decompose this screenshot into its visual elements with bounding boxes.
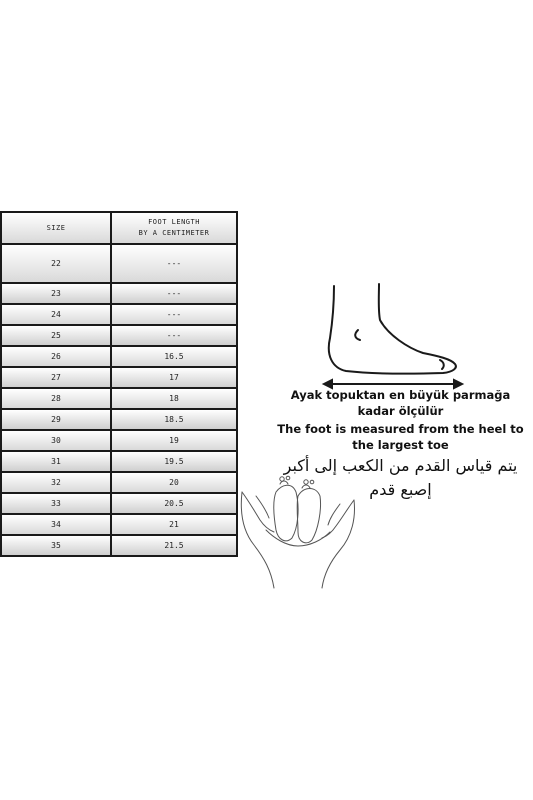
size-cell: 30 [1,430,111,451]
length-cell: 21.5 [111,535,237,556]
length-cell: 18 [111,388,237,409]
table-row [1,430,237,451]
length-cell: --- [111,325,237,346]
table-row [1,283,237,304]
foot-length-header-line2: BY A CENTIMETER [138,229,210,237]
size-cell: 35 [1,535,111,556]
length-cell: 19.5 [111,451,237,472]
length-cell: 20.5 [111,493,237,514]
caption-english-line1: The foot is measured from the heel to [277,422,524,436]
table-row [1,304,237,325]
size-cell: 32 [1,472,111,493]
table-row [1,367,237,388]
caption-arabic-line1: يتم قياس القدم من الكعب إلى أكبر [283,456,518,475]
size-cell: 33 [1,493,111,514]
foot-length-header [111,212,237,244]
size-header [1,212,111,244]
size-cell: 22 [1,244,111,283]
size-chart-table [0,211,238,557]
size-header-label: SIZE [46,223,66,232]
measure-arrow-icon [324,380,462,388]
table-row [1,493,237,514]
caption-arabic-line2: إصبع قدم [369,480,432,499]
size-cell: 28 [1,388,111,409]
table-row [1,325,237,346]
table-row [1,514,237,535]
length-cell: --- [111,304,237,325]
table-row [1,451,237,472]
length-cell: --- [111,244,237,283]
hands-holding-feet-icon [236,470,361,590]
length-cell: 19 [111,430,237,451]
length-cell: 16.5 [111,346,237,367]
size-cell: 25 [1,325,111,346]
size-cell: 29 [1,409,111,430]
table-row [1,535,237,556]
table-row [1,409,237,430]
table-header-row [1,212,237,244]
table-row [1,244,237,283]
size-cell: 23 [1,283,111,304]
table-row [1,472,237,493]
size-cell: 24 [1,304,111,325]
caption-turkish-line2: kadar ölçülür [357,404,444,418]
size-cell: 34 [1,514,111,535]
length-cell: 21 [111,514,237,535]
table-row [1,346,237,367]
length-cell: 18.5 [111,409,237,430]
length-cell: 17 [111,367,237,388]
foot-length-header-line1: FOOT LENGTH [148,218,200,226]
size-cell: 27 [1,367,111,388]
caption-english-line2: the largest toe [352,438,449,452]
length-cell: 20 [111,472,237,493]
table-row [1,388,237,409]
foot-outline-icon [318,280,468,395]
size-cell: 31 [1,451,111,472]
length-cell: --- [111,283,237,304]
size-cell: 26 [1,346,111,367]
caption-turkish-line1: Ayak topuktan en büyük parmağa [290,388,511,402]
